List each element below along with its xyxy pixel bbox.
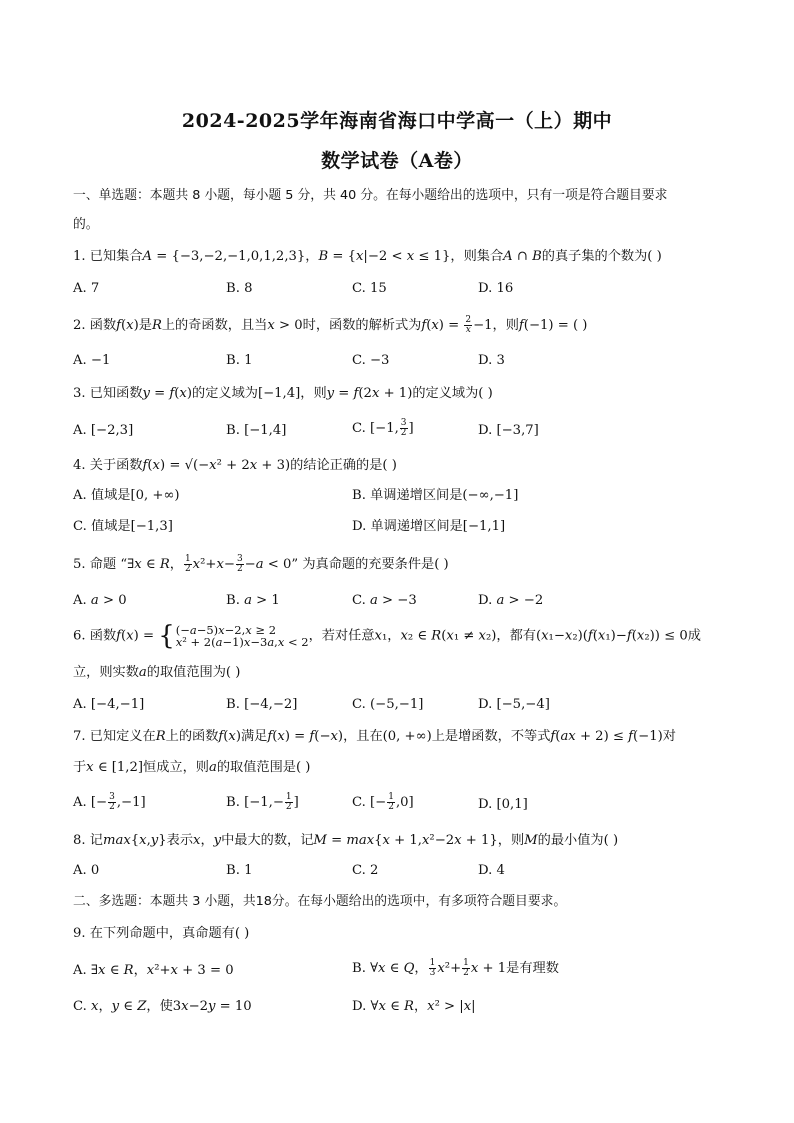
question-9-stem: 9. 在下列命题中，真命题有( ): [73, 926, 250, 941]
fraction-denominator: 2: [184, 564, 191, 574]
question-6-stem-pre: 6. 函数𝑓(𝑥) =: [73, 628, 159, 644]
section-single-choice-header-cont: 的。: [73, 217, 99, 232]
question-8-option-c: C. 2: [352, 863, 379, 878]
fraction-numerator: 2: [465, 315, 472, 325]
question-2-stem: [73, 316, 587, 335]
question-2-option-c: C. −3: [352, 353, 390, 368]
fraction-denominator: 3: [429, 968, 436, 978]
question-2-stem-pre: 2. 函数𝑓(𝑥)是𝑅上的奇函数，且当𝑥 > 0时，函数的解析式为𝑓(𝑥) =: [73, 318, 464, 333]
fraction-numerator: 1: [463, 958, 469, 968]
question-9-option-d: D. ∀𝑥 ∈ 𝑅，𝑥² > |𝑥|: [352, 999, 476, 1014]
question-3-option-a: A. [−2,3]: [73, 423, 134, 438]
question-8-option-b: B. 1: [226, 863, 253, 878]
question-5-stem-post: −𝑎 < 0” 为真命题的充要条件是( ): [244, 557, 449, 572]
question-9-option-b: [352, 959, 559, 978]
fraction-numerator: 1: [184, 554, 191, 564]
question-2-fraction: [464, 316, 472, 335]
question-5-stem-mid: 𝑥²+𝑥−: [192, 557, 235, 572]
option-a-post: ,−1]: [116, 795, 146, 810]
question-6-piecewise: [158, 621, 309, 651]
option-b-post: ]: [293, 795, 299, 810]
question-4-option-a: A. 值域是[0, +∞): [73, 488, 180, 503]
question-7-option-a: [73, 793, 146, 812]
question-5-fraction-2: [236, 555, 244, 574]
fraction-numerator: 3: [236, 554, 243, 564]
question-2-option-a: A. −1: [73, 353, 111, 368]
section-single-choice-header: 一、单选题：本题共 8 小题，每小题 5 分，共 40 分。在每小题给出的选项中，只有一项是符合题目要求: [73, 188, 668, 203]
question-1-stem: 1. 已知集合𝐴 = {−3,−2,−1,0,1,2,3}，𝐵 = {𝑥|−2 < 𝑥 ≤ 1}，则集合𝐴 ∩ 𝐵的真子集的个数为( ): [73, 249, 662, 264]
question-5-option-d: D. 𝑎 > −2: [478, 593, 544, 608]
question-4-option-c: C. 值域是[−1,3]: [73, 519, 173, 534]
question-3-option-b: B. [−1,4]: [226, 423, 287, 438]
question-9-option-a: A. ∃𝑥 ∈ 𝑅，𝑥²+𝑥 + 3 = 0: [73, 963, 234, 978]
question-2-option-d: D. 3: [478, 353, 505, 368]
question-6-option-d: D. [−5,−4]: [478, 697, 550, 712]
piecewise-case-2: 𝑥² + 2(𝑎−1)𝑥−3𝑎,𝑥 < 2: [175, 635, 309, 649]
fraction-denominator: 2: [400, 428, 407, 438]
fraction-numerator: 3: [109, 792, 115, 802]
section-multi-choice-header: 二、多选题：本题共 3 小题，共18分。在每小题给出的选项中，有多项符合题目要求。: [73, 894, 567, 909]
option-b-post: 𝑥 + 1是有理数: [470, 961, 559, 976]
question-7-option-c: [352, 793, 414, 812]
question-7-option-d: D. [0,1]: [478, 797, 528, 812]
option-c-pre: C. [−: [352, 795, 387, 810]
question-8-option-d: D. 4: [478, 863, 505, 878]
fraction-numerator: 1: [429, 958, 436, 968]
option-c-post: ]: [408, 421, 414, 436]
option-c-fraction: [400, 419, 408, 438]
left-brace-icon: {: [158, 621, 175, 651]
question-8-option-a: A. 0: [73, 863, 100, 878]
option-b-mid: 𝑥²+: [437, 961, 462, 976]
question-6-stem-post: ，若对任意𝑥₁，𝑥₂ ∈ 𝑅(𝑥₁ ≠ 𝑥₂)，都有(𝑥₁−𝑥₂)(𝑓(𝑥₁)−𝑓(𝑥₂)) ≤ 0成: [308, 628, 701, 644]
question-1-option-a: A. 7: [73, 281, 100, 296]
question-9-option-c: C. 𝑥，𝑦 ∈ 𝑍，使3𝑥−2𝑦 = 10: [73, 999, 252, 1014]
question-6-option-c: C. (−5,−1]: [352, 697, 424, 712]
question-6-option-a: A. [−4,−1]: [73, 697, 145, 712]
question-1-option-b: B. 8: [226, 281, 253, 296]
question-7-stem: 7. 已知定义在𝑅上的函数𝑓(𝑥)满足𝑓(𝑥) = 𝑓(−𝑥)，且在(0, +∞)上是增函数，不等式𝑓(𝑎𝑥 + 2) ≤ 𝑓(−1)对: [73, 729, 676, 744]
question-7-stem-line2: 于𝑥 ∈ [1,2]恒成立，则𝑎的取值范围是( ): [73, 760, 311, 775]
option-c-fraction: [387, 793, 395, 812]
fraction-numerator: 1: [388, 792, 394, 802]
fraction-denominator: 2: [285, 802, 292, 812]
question-4-option-b: B. 单调递增区间是(−∞,−1]: [352, 488, 519, 503]
question-3-option-c: [352, 419, 414, 438]
fraction-numerator: 1: [285, 792, 292, 802]
fraction-denominator: 2: [388, 802, 394, 812]
option-b-pre: B. [−1,−: [226, 795, 284, 810]
question-2-option-b: B. 1: [226, 353, 253, 368]
fraction-denominator: 2: [109, 802, 115, 812]
question-6-option-b: B. [−4,−2]: [226, 697, 298, 712]
question-3-stem: 3. 已知函数𝑦 = 𝑓(𝑥)的定义域为[−1,4]，则𝑦 = 𝑓(2𝑥 + 1)的定义域为( ): [73, 386, 493, 401]
question-3-option-d: D. [−3,7]: [478, 423, 539, 438]
question-5-option-a: A. 𝑎 > 0: [73, 593, 127, 608]
option-a-fraction: [108, 793, 116, 812]
option-a-pre: A. [−: [73, 795, 108, 810]
option-b-fraction: [285, 793, 293, 812]
piecewise-case-1: (−𝑎−5)𝑥−2,𝑥 ≥ 2: [175, 623, 277, 637]
fraction-numerator: 3: [400, 418, 407, 428]
option-c-post: ,0]: [395, 795, 414, 810]
fraction-denominator: 𝑥: [465, 325, 471, 335]
question-6-stem-line2: 立，则实数𝑎的取值范围为( ): [73, 665, 241, 680]
fraction-denominator: 2: [236, 564, 243, 574]
question-4-stem: 4. 关于函数𝑓(𝑥) = √(−𝑥² + 2𝑥 + 3)的结论正确的是( ): [73, 458, 397, 473]
option-b-fraction-1: [429, 959, 437, 978]
question-5-option-c: C. 𝑎 > −3: [352, 593, 417, 608]
question-5-option-b: B. 𝑎 > 1: [226, 593, 280, 608]
exam-title: 2024-2025学年海南省海口中学高一（上）期中: [181, 110, 613, 132]
option-b-fraction-2: [462, 959, 470, 978]
exam-subtitle: 数学试卷（A卷）: [321, 150, 473, 172]
question-6-stem: [73, 621, 701, 651]
fraction-denominator: 2: [463, 968, 469, 978]
question-8-stem: 8. 记𝑚𝑎𝑥{𝑥,𝑦}表示𝑥，𝑦中最大的数，记𝑀 = 𝑚𝑎𝑥{𝑥 + 1,𝑥²−2𝑥 + 1}，则𝑀的最小值为( ): [73, 833, 619, 848]
question-2-stem-post: −1，则𝑓(−1) = ( ): [473, 318, 588, 333]
question-1-option-d: D. 16: [478, 281, 514, 296]
question-1-option-c: C. 15: [352, 281, 387, 296]
question-7-option-b: [226, 793, 299, 812]
option-b-pre: B. ∀𝑥 ∈ 𝑄，: [352, 961, 428, 976]
option-c-pre: C. [−1,: [352, 421, 399, 436]
question-5-stem: [73, 555, 449, 574]
question-5-fraction-1: [184, 555, 192, 574]
question-5-stem-pre: 5. 命题 “∃𝑥 ∈ 𝑅，: [73, 557, 183, 572]
question-4-option-d: D. 单调递增区间是[−1,1]: [352, 519, 506, 534]
